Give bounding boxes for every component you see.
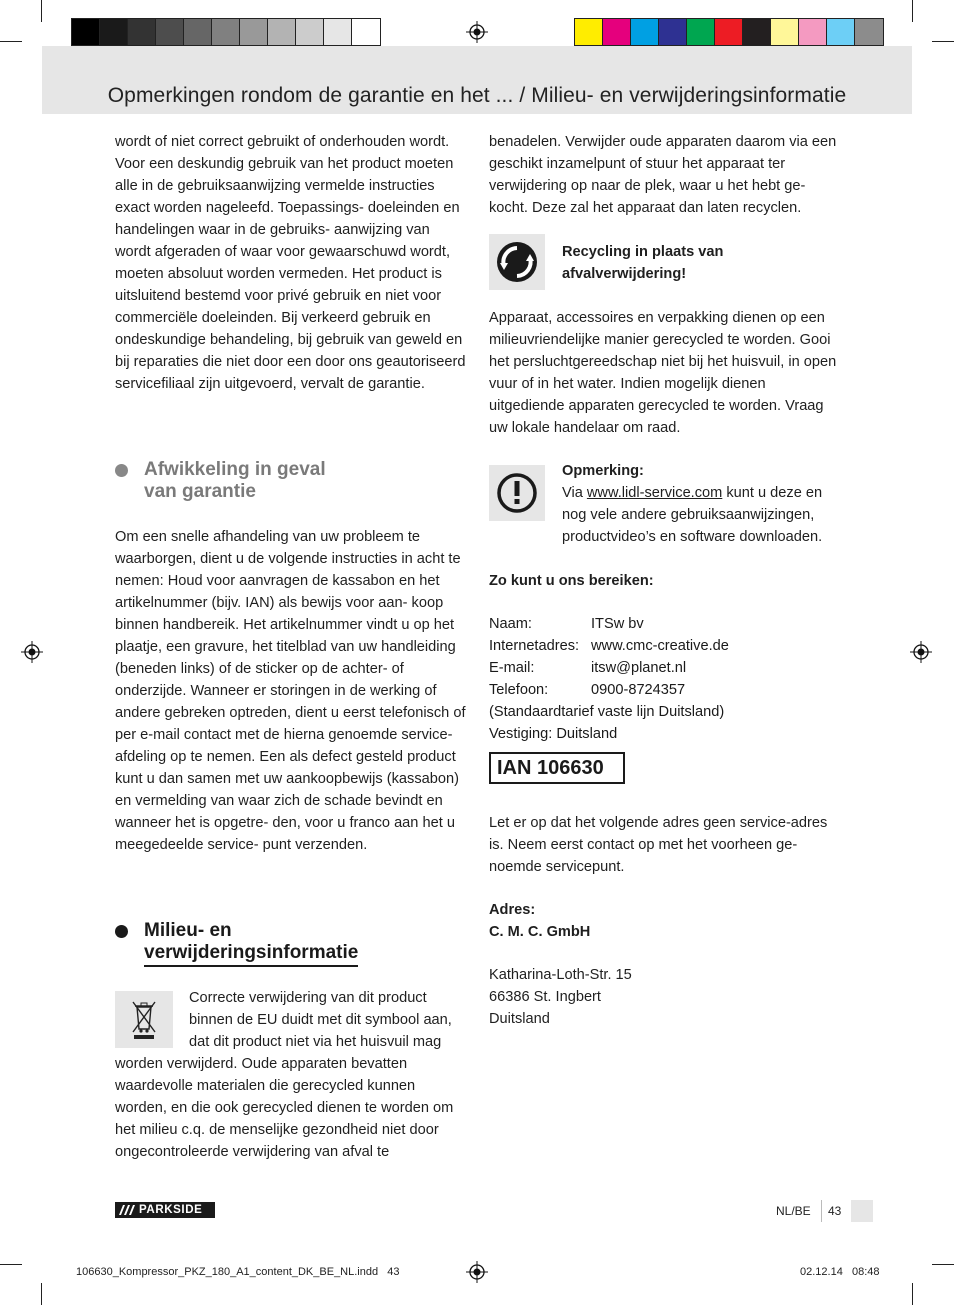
color-swatch <box>575 19 603 45</box>
page-title: Opmerkingen rondom de garantie en het ... / Milieu- en verwijderingsinformatie <box>107 84 847 107</box>
grey-swatch <box>212 19 240 45</box>
grey-swatch <box>100 19 128 45</box>
crop-mark <box>41 0 42 22</box>
recycling-text: Apparaat, accessoires en verpakking dienen op een milieuvriendelijke manier gerecycled te worden. Gooi het persluchtgereedschap niet bij het huisvuil, in open vuur of in het water. Indien mogelijk dienen uitgediende apparaten gerecycled te worden. Vraag uw lokale handelaar om raad. <box>489 310 837 436</box>
print-date: 02.12.14 08:48 <box>800 1266 880 1278</box>
grey-swatch <box>296 19 324 45</box>
contact-label-name: Naam: <box>489 616 532 632</box>
location-note: Vestiging: Duitsland <box>489 726 618 742</box>
footer-divider <box>821 1200 822 1222</box>
page-number-tab <box>851 1200 873 1222</box>
color-swatch <box>715 19 743 45</box>
bullet-icon <box>115 464 128 477</box>
registration-mark-icon <box>910 641 932 663</box>
page-number: 43 <box>828 1204 842 1218</box>
grey-swatch <box>240 19 268 45</box>
recycling-icon-box <box>489 234 545 290</box>
disposal-text-end: benadelen. Verwijder oude apparaten daarom via een geschikt inzamelpunt of stuur het apparaat ter verwijdering op naar de plek, waar u het hebt ge- kocht. Deze zal het apparaat dan laten recyclen. <box>489 134 837 216</box>
contact-value-email[interactable]: itsw@planet.nl <box>591 660 687 676</box>
contact-heading: Zo kunt u ons bereiken: <box>489 573 654 589</box>
recycling-heading-line-1: Recycling in plaats van <box>562 244 724 260</box>
warranty-heading <box>115 459 455 505</box>
color-swatch <box>659 19 687 45</box>
color-swatch <box>771 19 799 45</box>
grey-swatch <box>128 19 156 45</box>
crop-mark <box>0 1264 22 1265</box>
address-note-text: Let er op dat het volgende adres geen service-adres is. Neem eerst contact op met het voorheen ge- noemde servicepunt. <box>489 815 828 875</box>
contact-value-phone: 0900-8724357 <box>591 682 686 698</box>
crop-mark <box>912 0 913 22</box>
crop-mark <box>0 41 22 42</box>
note-icon-box <box>489 465 545 521</box>
note-rest: kunt u deze en nog vele andere gebruiksaanwijzingen, productvideo’s en software downloaden. <box>562 485 823 545</box>
contact-label-website: Internetadres: <box>489 638 580 654</box>
address-street: Katharina-Loth-Str. 15 <box>489 967 632 983</box>
exclamation-icon <box>495 471 539 515</box>
recycling-heading <box>562 241 842 285</box>
parkside-stripes-icon <box>115 1202 137 1218</box>
address-heading: Adres: <box>489 902 536 918</box>
warranty-heading-line-1: Afwikkeling in geval <box>144 459 326 480</box>
environment-heading <box>115 920 455 966</box>
file-name: 106630_Kompressor_PKZ_180_A1_content_DK_BE_NL.indd 43 <box>76 1266 400 1278</box>
contact-label-phone: Telefoon: <box>489 682 549 698</box>
color-swatch <box>799 19 827 45</box>
note-heading: Opmerking: <box>562 463 644 479</box>
color-swatch <box>687 19 715 45</box>
color-swatch <box>827 19 855 45</box>
registration-mark-icon <box>21 641 43 663</box>
grey-swatch <box>352 19 380 45</box>
grey-swatch <box>156 19 184 45</box>
registration-mark-icon <box>466 21 488 43</box>
lidl-service-link[interactable]: www.lidl-service.com <box>586 485 723 501</box>
color-swatch <box>603 19 631 45</box>
warranty-intro-text: wordt of niet correct gebruikt of onderhouden wordt. Voor een deskundig gebruik van het product moeten alle in de gebruiksaanwijzing vermelde instructies exact worden nageleefd. Toepassings- doeleinden en handelingen waar in de gebruiks- aanwijzing van wordt afgeraden of waar voor gewaarschuwd wordt, moeten absoluut worden vermeden. Het product is uitsluitend bestemd voor privé gebruik en niet voor commerciële doeleinden. Bij verkeerd gebruik en ondeskundige behandeling, bij gebruik van geweld en bij reparaties die niet door een door ons geautoriseerd servicefiliaal zijn uitgevoerd, vervalt de garantie. <box>115 134 466 392</box>
weee-bin-icon <box>115 991 173 1048</box>
crop-mark <box>932 1264 954 1265</box>
company-name: C. M. C. GmbH <box>489 924 591 940</box>
warranty-procedure-text: Om een snelle afhandeling van uw probleem te waarborgen, dient u de volgende instructies in acht te nemen: Houd voor aanvragen de kassabon en het artikelnummer (bijv. IAN) als bewijs voor aan- koop binnen handbereik. Het artikelnummer vindt u op het plaatje, een gravure, het titelblad van uw handleiding (beneden links) of de sticker op de achter- of onderzijde. Wanneer er storingen in de werking of andere gebreken optreden, dient u eerst telefonisch of per e-mail contact met de hierna genoemde service-afdeling op te nemen. Een als defect gesteld product kunt u dan samen met uw aankoopbewijs (kassabon) en vermelding van waar zich de schade bevindt en wanneer het is opgetre- den, voor u franco aan het u meegedeelde service- punt verzenden. <box>115 529 466 853</box>
color-swatch <box>855 19 883 45</box>
crop-mark <box>41 1283 42 1305</box>
language-code: NL/BE <box>776 1204 811 1218</box>
contact-value-name: ITSw bv <box>591 616 644 632</box>
color-swatch <box>631 19 659 45</box>
parkside-logo <box>115 1202 215 1218</box>
bullet-icon <box>115 925 128 938</box>
address-country: Duitsland <box>489 1011 550 1027</box>
tariff-note: (Standaardtarief vaste lijn Duitsland) <box>489 704 725 720</box>
header-band <box>42 46 912 114</box>
grey-swatch <box>268 19 296 45</box>
address-city: 66386 St. Ingbert <box>489 989 601 1005</box>
grey-calibration-bar <box>71 18 381 46</box>
note-via: Via <box>562 485 587 501</box>
grey-swatch <box>184 19 212 45</box>
grey-swatch <box>324 19 352 45</box>
brand-name: PARKSIDE <box>139 1204 203 1216</box>
contact-label-email: E-mail: <box>489 660 535 676</box>
crop-mark <box>912 1283 913 1305</box>
color-swatch <box>743 19 771 45</box>
disposal-text-continued: worden verwijderd. Oude apparaten bevatten waardevolle materialen die gerecycled kunnen worden, en die ook gerecycled dienen te worden om het milieu c.q. de menselijke gezondheid niet door ongecontroleerde verwijdering van afval te <box>115 1056 454 1160</box>
environment-heading-line-1: Milieu- en <box>144 920 232 941</box>
note-block <box>562 460 844 548</box>
note-text <box>562 482 844 548</box>
grey-swatch <box>72 19 100 45</box>
ian-number-box: IAN 106630 <box>489 752 625 784</box>
disposal-text-beside-icon: Correcte verwijdering van dit product binnen de EU duidt met dit symbool aan, dat dit product niet via het huisvuil mag <box>189 990 452 1050</box>
warranty-heading-line-2: van garantie <box>144 481 256 502</box>
recycle-green-dot-icon <box>495 240 539 284</box>
recycling-heading-line-2: afvalverwijdering! <box>562 266 687 282</box>
color-calibration-bar <box>574 18 884 46</box>
crop-mark <box>932 41 954 42</box>
environment-heading-line-2: verwijderingsinformatie <box>144 942 358 967</box>
registration-mark-icon <box>466 1261 488 1283</box>
contact-value-website[interactable]: www.cmc-creative.de <box>591 638 729 654</box>
